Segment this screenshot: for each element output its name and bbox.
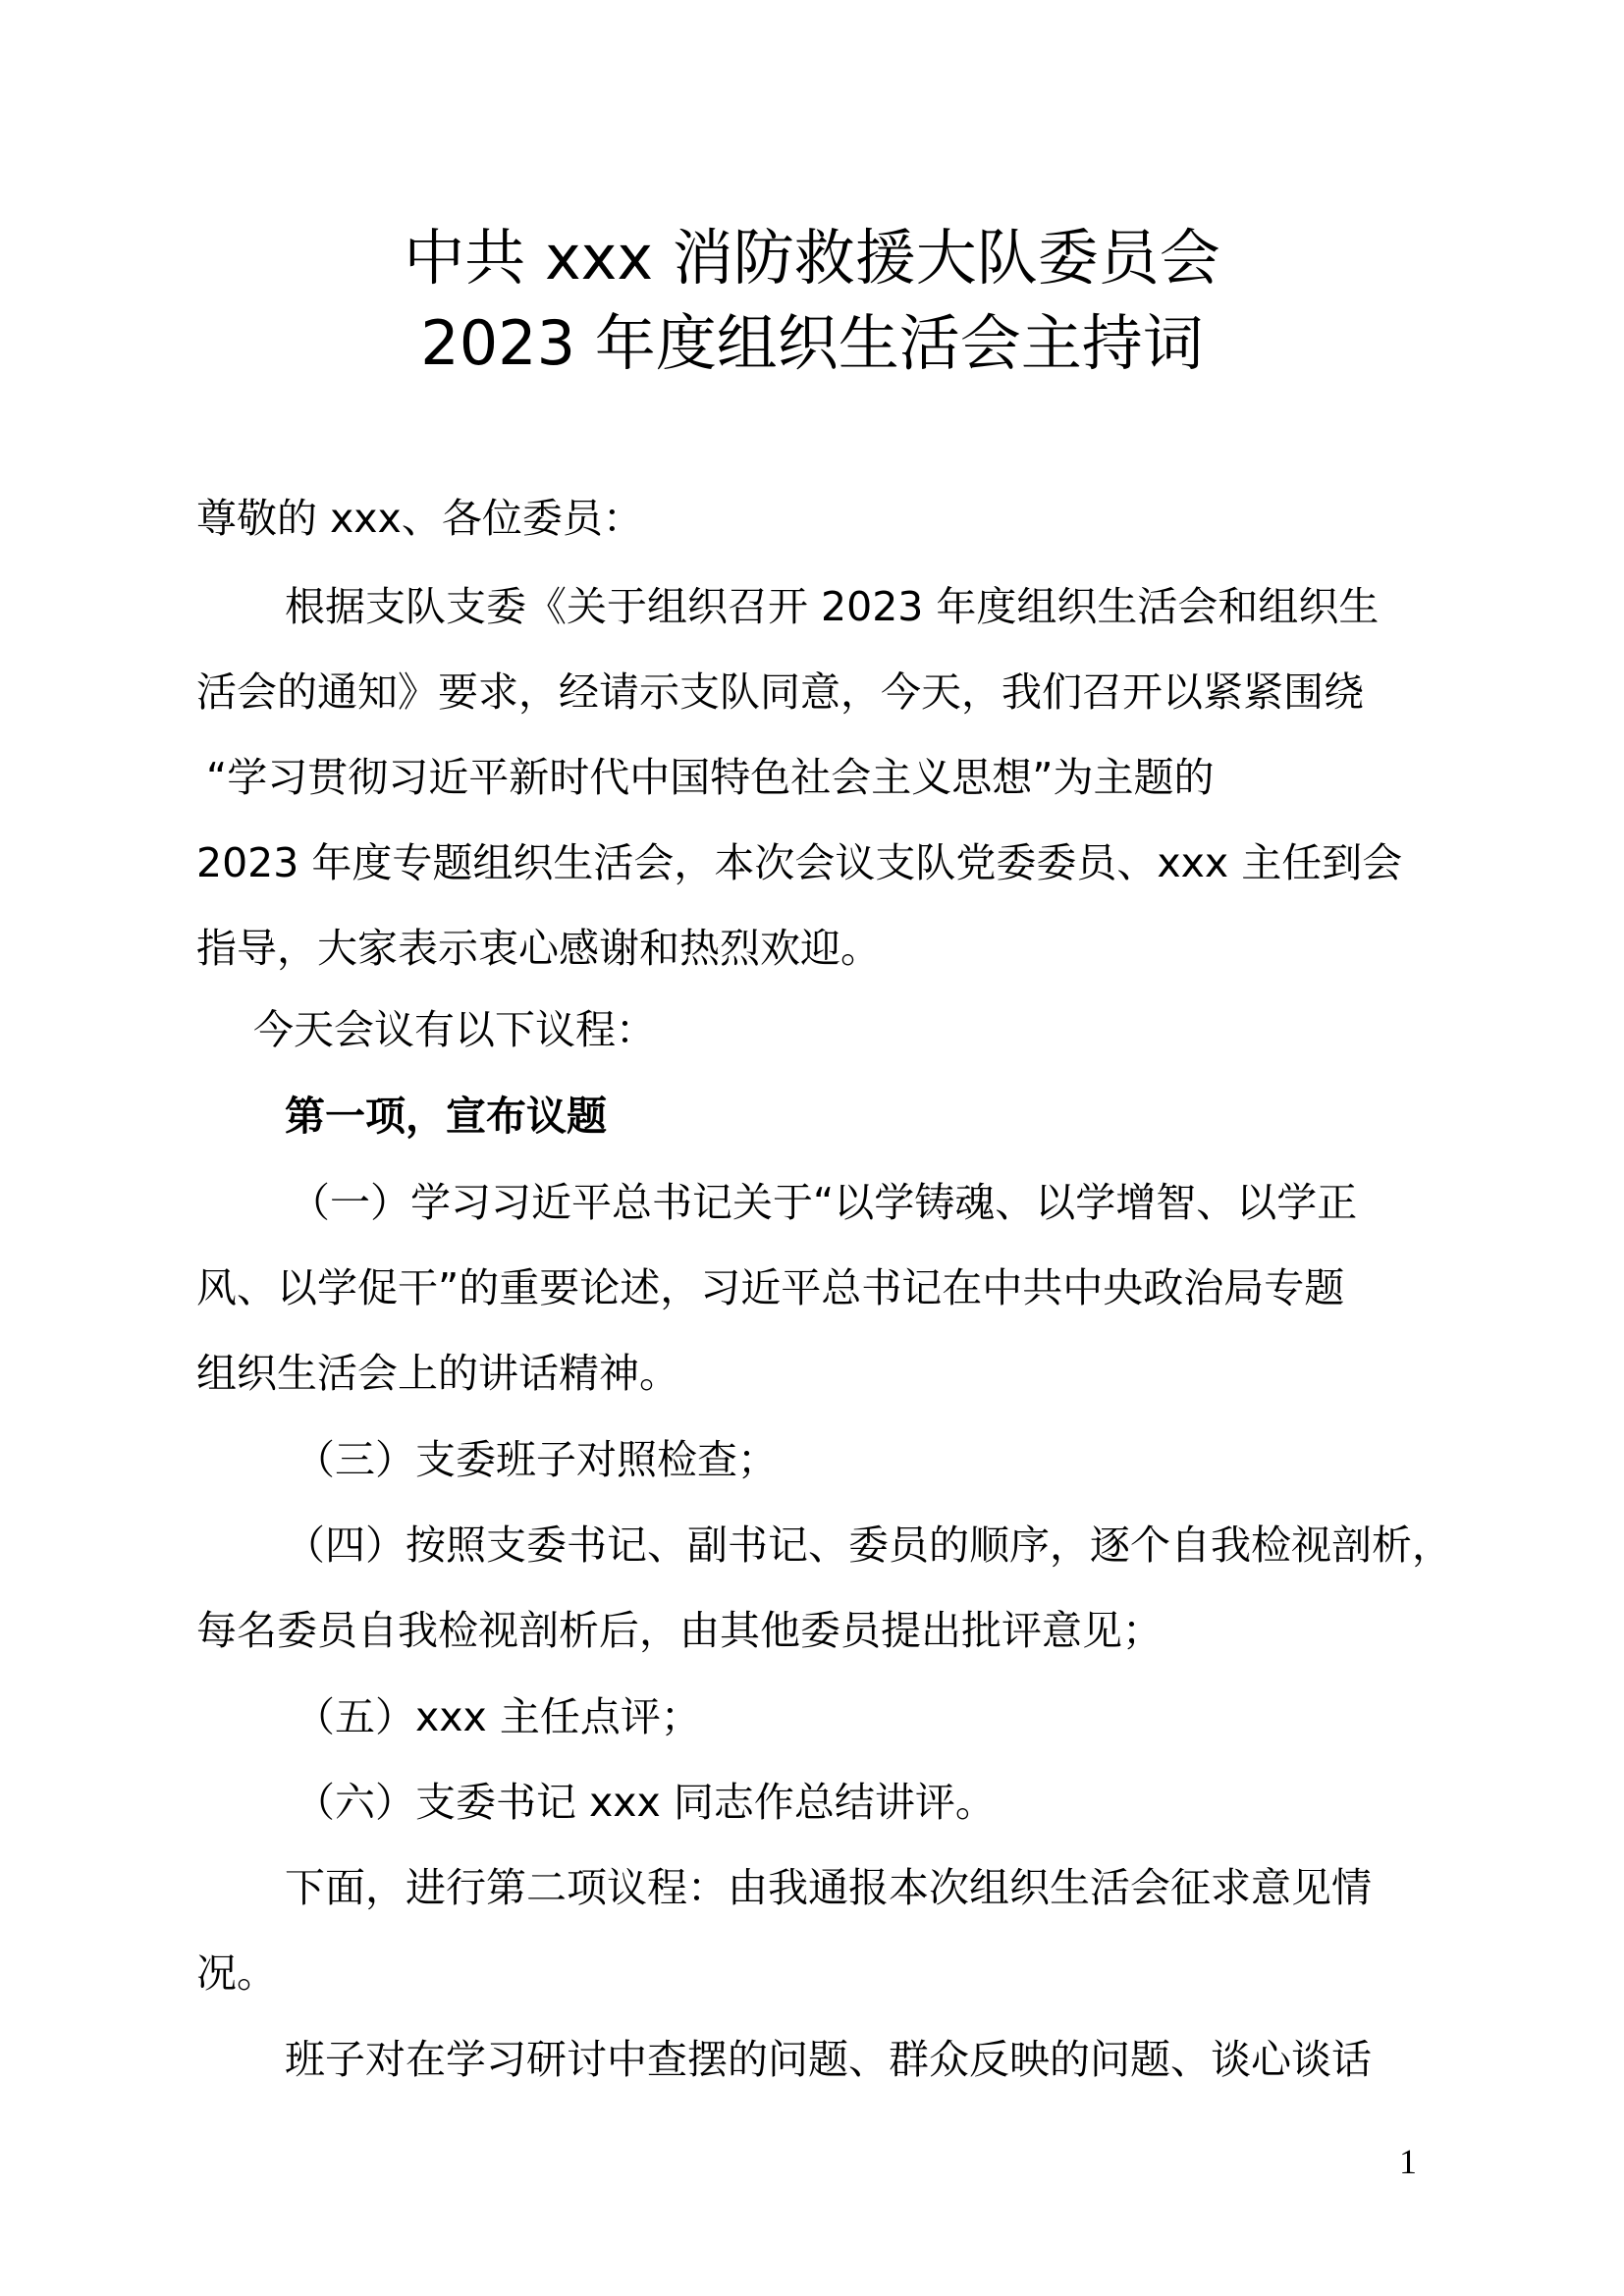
agenda-intro: 今天会议有以下议程： xyxy=(253,1006,656,1053)
agenda-item: （一）学习习近平总书记关于“以学铸魂、以学增智、以学正 xyxy=(290,1179,1358,1226)
section-heading: 第一项，宣布议题 xyxy=(285,1093,607,1140)
body-line: 班子对在学习研讨中查摆的问题、群众反映的问题、谈心谈话 xyxy=(285,2036,1372,2083)
document-title-line-2: 2023 年度组织生活会主持词 xyxy=(420,307,1204,379)
body-line: 根据支队支委《关于组织召开 2023 年度组织生活会和组织生 xyxy=(285,583,1380,630)
agenda-item: （五）xxx 主任点评； xyxy=(295,1693,701,1740)
agenda-item-continued: 每名委员自我检视剖析后，由其他委员提出批评意见； xyxy=(196,1607,1163,1654)
body-line: 活会的通知》要求，经请示支队同意，今天，我们召开以紧紧围绕 xyxy=(196,668,1364,716)
body-line: 指导，大家表示衷心感谢和热烈欢迎。 xyxy=(196,925,881,972)
body-line: “学习贯彻习近平新时代中国特色社会主义思想”为主题的 xyxy=(206,754,1215,801)
salutation: 尊敬的 xxx、各位委员： xyxy=(196,495,643,542)
agenda-item-continued: 风、以学促干”的重要论述，习近平总书记在中共中央政治局专题 xyxy=(196,1264,1345,1311)
body-line: 况。 xyxy=(196,1949,277,1997)
agenda-item: （三）支委班子对照检查； xyxy=(295,1436,778,1483)
document-title-line-1: 中共 xxx 消防救援大队委员会 xyxy=(404,222,1220,294)
body-line: 下面，进行第二项议程：由我通报本次组织生活会征求意见情 xyxy=(285,1864,1372,1911)
agenda-item: （六）支委书记 xxx 同志作总结讲评。 xyxy=(295,1779,996,1826)
page-number: 1 xyxy=(1399,2142,1417,2181)
body-line: 2023 年度专题组织生活会，本次会议支队党委委员、xxx 主任到会 xyxy=(196,839,1403,886)
agenda-item: （四）按照支委书记、副书记、委员的顺序，逐个自我检视剖析， xyxy=(285,1522,1452,1569)
agenda-item-continued: 组织生活会上的讲话精神。 xyxy=(196,1350,679,1397)
